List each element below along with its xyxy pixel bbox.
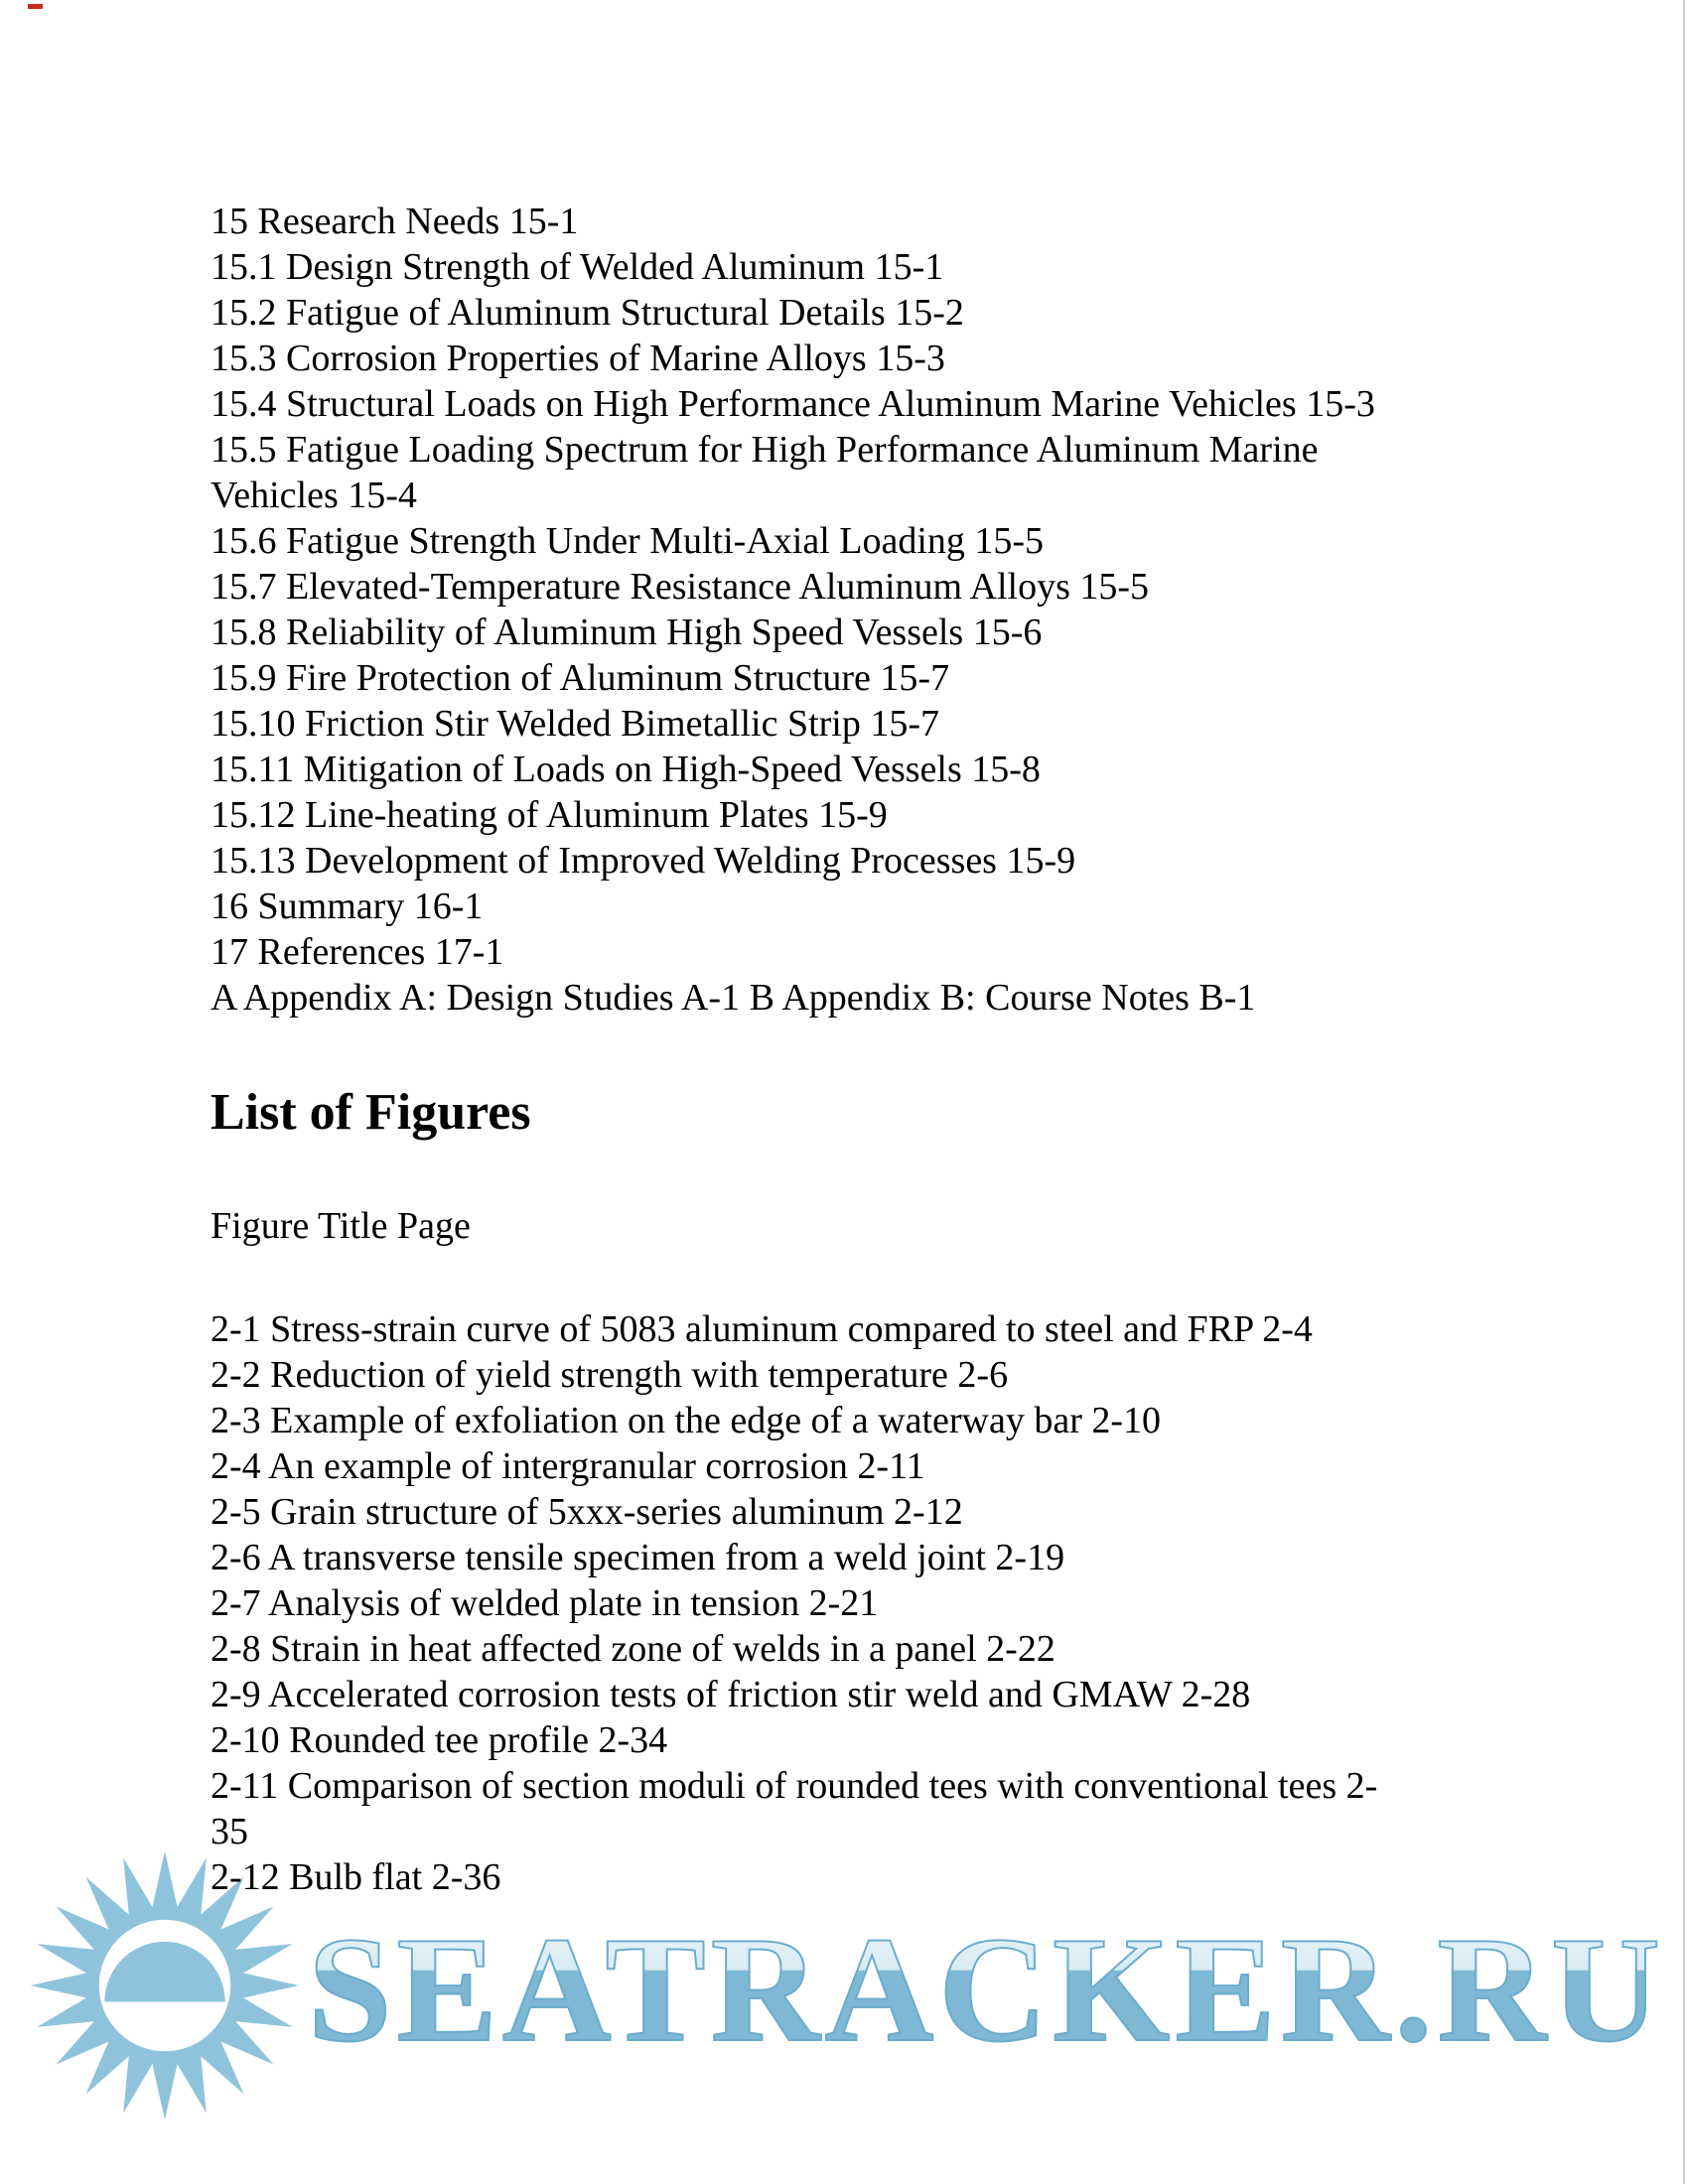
figure-entry: 2-5 Grain structure of 5xxx-series aluminum 2-12 xyxy=(211,1491,963,1533)
toc-entry: 15.7 Elevated-Temperature Resistance Aluminum Alloys 15-5 xyxy=(211,566,1150,608)
toc-entry: 15.6 Fatigue Strength Under Multi-Axial Loading 15-5 xyxy=(211,520,1045,562)
toc-entry: 16 Summary 16-1 xyxy=(211,886,484,927)
figure-list xyxy=(211,1306,1414,1900)
toc-entry: 17 References 17-1 xyxy=(211,931,504,973)
toc-entry: 15.10 Friction Stir Welded Bimetallic Strip 15-7 xyxy=(211,703,940,745)
scan-mark-artifact xyxy=(28,4,43,9)
scan-edge-artifact xyxy=(1683,0,1685,2184)
toc-entry: 15.5 Fatigue Loading Spectrum for High Performance Aluminum Marine Vehicles 15-4 xyxy=(211,429,1319,516)
toc-entry: 15.9 Fire Protection of Aluminum Structure 15-7 xyxy=(211,657,950,699)
toc-entry: 15 Research Needs 15-1 xyxy=(211,201,579,242)
page-content xyxy=(211,199,1414,1900)
toc-entry: 15.1 Design Strength of Welded Aluminum 15-1 xyxy=(211,246,944,288)
figure-entry: 2-10 Rounded tee profile 2-34 xyxy=(211,1719,668,1761)
toc-entry: 15.12 Line-heating of Aluminum Plates 15-9 xyxy=(211,794,888,836)
figure-list-column-header: Figure Title Page xyxy=(211,1205,471,1247)
figure-entry: 2-4 An example of intergranular corrosion 2-11 xyxy=(211,1445,925,1487)
toc-entry: 15.13 Development of Improved Welding Processes 15-9 xyxy=(211,840,1076,882)
toc-entry: 15.3 Corrosion Properties of Marine Alloys 15-3 xyxy=(211,338,945,379)
watermark-text: SEATRACKER.RU xyxy=(308,1906,1666,2073)
figure-entry: 2-9 Accelerated corrosion tests of friction stir weld and GMAW 2-28 xyxy=(211,1674,1251,1715)
figure-entry: 2-12 Bulb flat 2-36 xyxy=(211,1856,501,1898)
figure-entry: 2-8 Strain in heat affected zone of welds in a panel 2-22 xyxy=(211,1628,1055,1670)
list-of-figures-heading: List of Figures xyxy=(211,1084,531,1141)
toc-entry: A Appendix A: Design Studies A-1 B Appendix B: Course Notes B-1 xyxy=(211,977,1256,1019)
figure-entry: 2-1 Stress-strain curve of 5083 aluminum compared to steel and FRP 2-4 xyxy=(211,1308,1313,1350)
figure-entry: 2-11 Comparison of section moduli of rounded tees with conventional tees 2-35 xyxy=(211,1765,1378,1852)
toc-entry: 15.4 Structural Loads on High Performance Aluminum Marine Vehicles 15-3 xyxy=(211,383,1375,425)
figure-entry: 2-2 Reduction of yield strength with temperature 2-6 xyxy=(211,1354,1009,1396)
figure-entry: 2-6 A transverse tensile specimen from a weld joint 2-19 xyxy=(211,1537,1065,1578)
toc-entry: 15.8 Reliability of Aluminum High Speed Vessels 15-6 xyxy=(211,612,1043,653)
table-of-contents-section xyxy=(211,199,1414,1021)
figure-entry: 2-7 Analysis of welded plate in tension 2-21 xyxy=(211,1582,879,1624)
toc-entry: 15.11 Mitigation of Loads on High-Speed Vessels 15-8 xyxy=(211,749,1041,790)
figure-entry: 2-3 Example of exfoliation on the edge of a waterway bar 2-10 xyxy=(211,1400,1162,1441)
toc-entry: 15.2 Fatigue of Aluminum Structural Details 15-2 xyxy=(211,292,964,334)
